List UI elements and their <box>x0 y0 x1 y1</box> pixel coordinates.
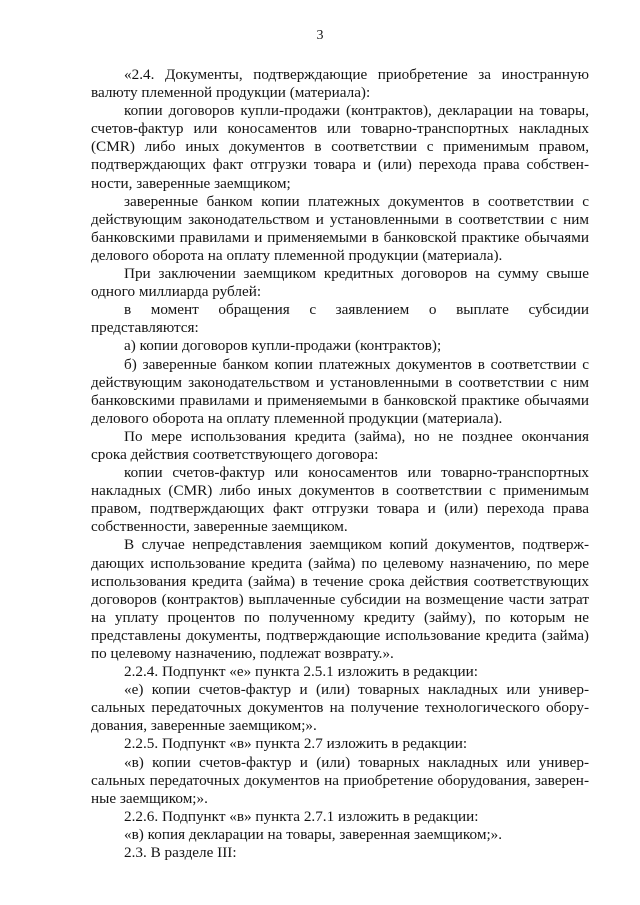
page-number: 3 <box>316 28 324 43</box>
paragraph: копии счетов-фактур или коносаментов или товарно-транспортных накладных (CMR) либо иных документов в соответствии с применимым правом, подтверждающих факт отгрузки товара и (или) перехода права собственности, заверенные заемщиком. <box>91 464 589 536</box>
paragraph: По мере использования кредита (займа), но не позднее окончания срока действия соответствующего договора: <box>91 427 589 463</box>
document-body <box>91 66 589 862</box>
paragraph: «е) копии счетов-фактур и (или) товарных накладных или универсальных передаточных документов на получение технологического оборудования, заверенные заемщиком;». <box>91 681 589 735</box>
paragraph: «2.4. Документы, подтверждающие приобретение за иностранную валюту племенной продукции (материала): <box>91 66 589 102</box>
paragraph: При заключении заемщиком кредитных договоров на сумму свыше одного миллиарда рублей: <box>91 265 589 301</box>
paragraph: в момент обращения с заявлением о выплате субсидии представляются: <box>91 301 589 337</box>
paragraph: 2.2.4. Подпункт «е» пункта 2.5.1 изложить в редакции: <box>124 663 479 681</box>
paragraph: б) заверенные банком копии платежных документов в соответствии с действующим законодательством и установленными в соответствии с ним банковскими правилами и применяемыми в банковской практике обычаями делового оборота на оплату племенной продукции (материала). <box>91 355 589 427</box>
paragraph: а) копии договоров купли-продажи (контрактов); <box>124 337 442 355</box>
paragraph: копии договоров купли-продажи (контрактов), декларации на товары, счетов-фактур или коносаментов или товарно-транспортных накладных (CMR) либо иных документов в соответствии с применимым правом, подтверждающих факт отгрузки товара и (или) перехода права собственности, заверенные заемщиком; <box>91 102 589 192</box>
paragraph: 2.2.6. Подпункт «в» пункта 2.7.1 изложить в редакции: <box>124 807 479 825</box>
paragraph: заверенные банком копии платежных документов в соответствии с действующим законодательством и установленными в соответствии с ним банковскими правилами и применяемыми в банковской практике обычаями делового оборота на оплату племенной продукции (материала). <box>91 192 589 264</box>
paragraph: 2.2.5. Подпункт «в» пункта 2.7 изложить в редакции: <box>124 735 468 753</box>
paragraph: «в) копия декларации на товары, заверенная заемщиком;». <box>124 825 503 843</box>
paragraph: В случае непредставления заемщиком копий документов, подтверждающих использование кредита (займа) по целевому назначению, по мере использования кредита (займа) в течение срока действия соответствующих договоров (контрактов) выплаченные субсидии на возмещение части затрат на уплату процентов по полученному кредиту (займу), по которым не представлены документы, подтверждающие использование кредита (займа) по целевому назначению, подлежат возврату.». <box>91 536 589 662</box>
paragraph: «в) копии счетов-фактур и (или) товарных накладных или универсальных передаточных документов на приобретение оборудования, заверенные заемщиком;». <box>91 753 589 807</box>
paragraph: 2.3. В разделе III: <box>124 844 237 862</box>
